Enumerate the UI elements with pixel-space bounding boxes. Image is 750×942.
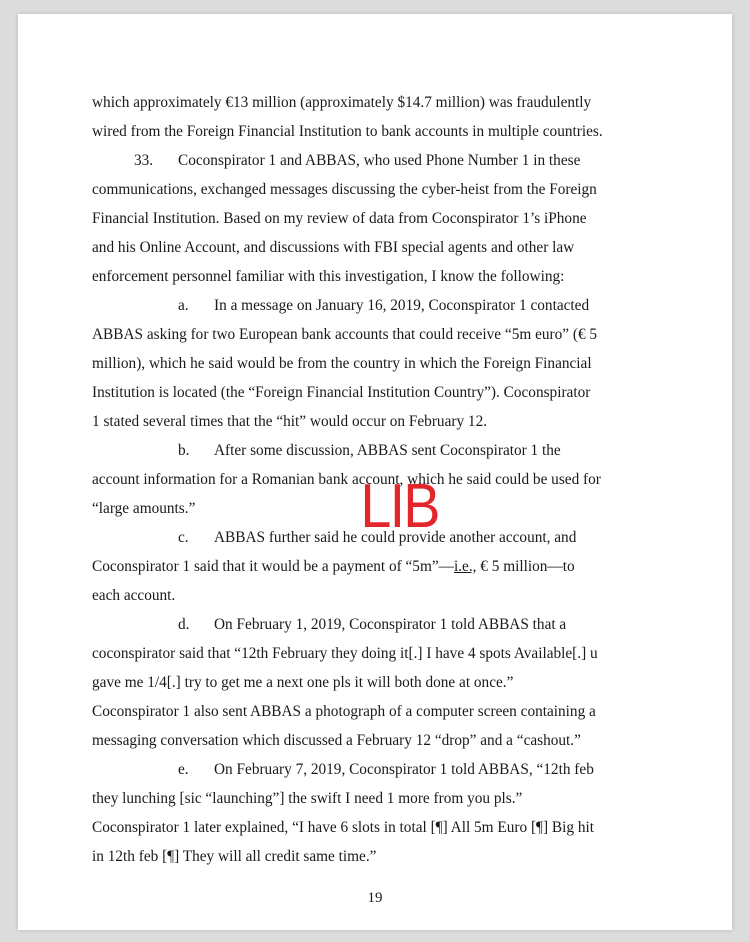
text-line: coconspirator said that “12th February they doing it[.] I have 4 spots Available[.] u: [92, 645, 598, 662]
text-line: wired from the Foreign Financial Institution to bank accounts in multiple countries.: [92, 123, 603, 140]
page-number: 19: [367, 890, 383, 906]
text-line: Coconspirator 1 also sent ABBAS a photograph of a computer screen containing a: [92, 703, 596, 720]
subparagraph-a-start: a. In a message on January 16, 2019, Coconspirator 1 contacted: [92, 291, 662, 320]
text-line: account information for a Romanian bank account, which he said could be used for: [92, 471, 601, 488]
text-line: messaging conversation which discussed a February 12 “drop” and a “cashout.”: [92, 732, 581, 749]
paragraph-number: 33.: [134, 152, 154, 169]
subparagraph-label: a.: [178, 297, 189, 314]
ie-abbreviation: i.e.,: [453, 558, 477, 575]
text-line: gave me 1/4[.] try to get me a next one pls it will both done at once.”: [92, 674, 514, 691]
subparagraph-label: e.: [178, 761, 189, 778]
text-line: 1 stated several times that the “hit” would occur on February 12.: [92, 413, 488, 430]
text-line: enforcement personnel familiar with this investigation, I know the following:: [92, 268, 565, 285]
subparagraph-e-start: e. On February 7, 2019, Coconspirator 1 told ABBAS, “12th feb: [92, 755, 662, 784]
text-line: ABBAS asking for two European bank accounts that could receive “5m euro” (€ 5: [92, 326, 598, 343]
lib-watermark-stamp: LIB: [360, 472, 439, 541]
subparagraph-d-start: d. On February 1, 2019, Coconspirator 1 told ABBAS that a: [92, 610, 662, 639]
text-line: they lunching [sic “launching”] the swift I need 1 more from you pls.”: [92, 790, 523, 807]
subparagraph-label: b.: [178, 442, 190, 459]
text-line: Coconspirator 1 later explained, “I have 6 slots in total [¶] All 5m Euro [¶] Big hit: [92, 819, 594, 836]
subparagraph-b-start: b. After some discussion, ABBAS sent Coconspirator 1 the: [92, 436, 662, 465]
text-line: million), which he said would be from the country in which the Foreign Financial: [92, 355, 592, 372]
subparagraph-label: c.: [178, 529, 189, 546]
paragraph-33-start: 33. Coconspirator 1 and ABBAS, who used Phone Number 1 in these: [92, 146, 662, 175]
text-line: Coconspirator 1 said that it would be a payment of “5m”—i.e., € 5 million—to: [92, 558, 575, 575]
text-line: Financial Institution. Based on my review of data from Coconspirator 1’s iPhone: [92, 210, 587, 227]
text-line: and his Online Account, and discussions with FBI special agents and other law: [92, 239, 575, 256]
text-line: communications, exchanged messages discussing the cyber-heist from the Foreign: [92, 181, 597, 198]
text-line: Institution is located (the “Foreign Financial Institution Country”). Coconspirator: [92, 384, 591, 401]
text-line: in 12th feb [¶] They will all credit same time.”: [92, 848, 377, 865]
subparagraph-c-start: c. ABBAS further said he could provide another account, and: [92, 523, 662, 552]
text-line: each account.: [92, 587, 176, 604]
text-line: which approximately €13 million (approximately $14.7 million) was fraudulently: [92, 94, 592, 111]
text-line: “large amounts.”: [92, 500, 196, 517]
subparagraph-label: d.: [178, 616, 190, 633]
document-page: [18, 14, 732, 930]
